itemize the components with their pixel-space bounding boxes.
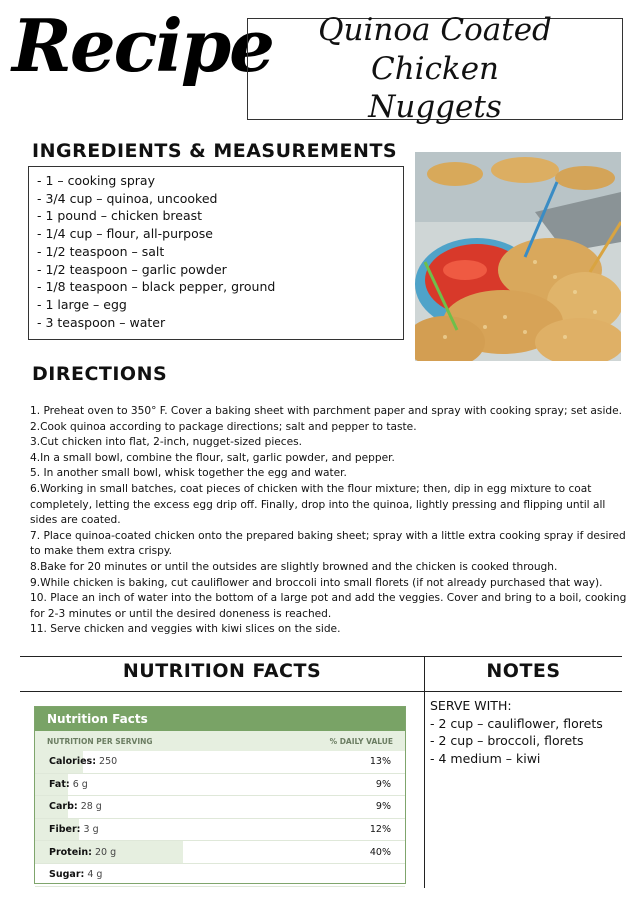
per-serving-label: NUTRITION PER SERVING xyxy=(47,736,153,746)
serve-with-label: SERVE WITH: xyxy=(430,698,512,713)
nutrient-daily-value: 12% xyxy=(369,824,391,836)
direction-step: 6.Working in small batches, coat pieces of chicken with the flour mixture; then, dip in egg mixture to coat completely, letting the excess egg drip off. Finally, drop into the quinoa, lightly pressing and flipping until all sides are coated. xyxy=(30,482,606,527)
nutrient-daily-value: 13% xyxy=(369,756,391,768)
direction-step: 7. Place quinoa-coated chicken onto the prepared baking sheet; spray with a little extra cooking spray if desired to make them extra crispy. xyxy=(30,529,626,558)
header-divider xyxy=(20,691,622,692)
nutrient-name-amount xyxy=(49,756,117,767)
nutrition-panel-title: Nutrition Facts xyxy=(35,707,405,731)
nutrient-label: Carb: xyxy=(49,801,78,813)
ingredients-box xyxy=(28,166,404,340)
direction-step: 2.Cook quinoa according to package directions; salt and pepper to taste. xyxy=(30,420,417,433)
nutrient-daily-value: 9% xyxy=(375,778,391,790)
nutrient-amount: 4 g xyxy=(87,869,103,881)
direction-step: 3.Cut chicken into flat, 2-inch, nugget-sized pieces. xyxy=(30,436,303,449)
nutrient-name-amount xyxy=(49,824,99,835)
recipe-title-line-2: Nuggets xyxy=(368,89,502,126)
nutrition-panel xyxy=(34,706,406,884)
ingredients-list xyxy=(37,172,395,331)
nutrient-amount: 6 g xyxy=(72,778,88,790)
direction-step: 8.Bake for 20 minutes or until the outsides are slightly browned and the chicken is cooked through. xyxy=(30,560,558,573)
direction-step: 9.While chicken is baking, cut cauliflower and broccoli into small florets (if not already purchased that way). xyxy=(30,576,603,589)
ingredient-item: - 1/2 teaspoon – garlic powder xyxy=(37,261,227,277)
nutrient-amount: 20 g xyxy=(95,846,117,858)
nutrient-amount: 3 g xyxy=(83,824,99,836)
food-photo-illustration xyxy=(415,152,621,361)
direction-step: 1. Preheat oven to 350° F. Cover a baking sheet with parchment paper and spray with cooking spray; set aside. xyxy=(30,405,622,417)
recipe-title-line-1: Quinoa Coated Chicken xyxy=(318,11,552,87)
note-item: - 2 cup – broccoli, florets xyxy=(430,733,584,749)
nutrition-row xyxy=(35,819,405,842)
nutrient-daily-value: 9% xyxy=(375,801,391,813)
nutrient-amount: 28 g xyxy=(80,801,102,813)
recipe-heading: Recipe xyxy=(12,3,273,88)
ingredient-item: - 3/4 cup – quinoa, uncooked xyxy=(37,190,218,206)
direction-step: 11. Serve chicken and veggies with kiwi slices on the side. xyxy=(30,623,341,636)
nutrient-amount: 250 xyxy=(99,756,118,768)
nutrient-label: Fat: xyxy=(49,778,70,790)
ingredients-heading: INGREDIENTS & MEASUREMENTS xyxy=(32,140,398,162)
nutrition-heading: NUTRITION FACTS xyxy=(122,660,322,682)
ingredient-item: - 1 – cooking spray xyxy=(37,173,155,188)
column-divider xyxy=(424,656,425,888)
ingredient-item: - 1/4 cup – flour, all-purpose xyxy=(37,226,213,242)
notes-list xyxy=(430,715,622,768)
ingredient-item: - 3 teaspoon – water xyxy=(37,314,166,330)
nutrient-daily-value: 40% xyxy=(369,846,391,858)
nutrient-name-amount xyxy=(49,847,116,858)
notes-heading: NOTES xyxy=(486,660,561,682)
nutrient-name-amount xyxy=(49,801,102,812)
recipe-title xyxy=(247,11,623,126)
nutrition-row xyxy=(35,841,405,864)
note-item: - 2 cup – cauliflower, florets xyxy=(430,715,603,731)
directions-heading: DIRECTIONS xyxy=(32,363,168,385)
nutrition-row xyxy=(35,864,405,887)
nutrient-label: Fiber: xyxy=(49,824,81,836)
ingredient-item: - 1 pound – chicken breast xyxy=(37,208,203,224)
nutrition-rows xyxy=(35,751,405,887)
ingredient-item: - 1 large – egg xyxy=(37,296,127,312)
nutrition-panel-subheader xyxy=(35,731,405,751)
ingredient-item: - 1/8 teaspoon – black pepper, ground xyxy=(37,279,276,295)
direction-step: 10. Place an inch of water into the bottom of a large pot and add the veggies. Cover and bring to a boil, cooking for 2-3 minutes or until the desired doneness is reached. xyxy=(30,592,627,620)
direction-step: 5. In another small bowl, whisk together the egg and water. xyxy=(30,467,347,480)
nutrient-label: Sugar: xyxy=(49,869,85,881)
notes-section xyxy=(430,697,622,768)
nutrient-name-amount xyxy=(49,869,102,880)
nutrition-row xyxy=(35,796,405,819)
daily-value-label: % DAILY VALUE xyxy=(329,736,393,746)
nutrition-row xyxy=(35,774,405,797)
directions-list xyxy=(30,404,634,638)
nutrient-label: Calories: xyxy=(49,756,97,768)
food-photo xyxy=(415,152,621,361)
nutrition-row xyxy=(35,751,405,774)
nutrient-name-amount xyxy=(49,779,88,790)
note-item: - 4 medium – kiwi xyxy=(430,751,541,767)
nutrient-label: Protein: xyxy=(49,846,92,858)
section-divider xyxy=(20,656,622,657)
direction-step: 4.In a small bowl, combine the flour, salt, garlic powder, and pepper. xyxy=(30,451,395,464)
ingredient-item: - 1/2 teaspoon – salt xyxy=(37,243,165,259)
